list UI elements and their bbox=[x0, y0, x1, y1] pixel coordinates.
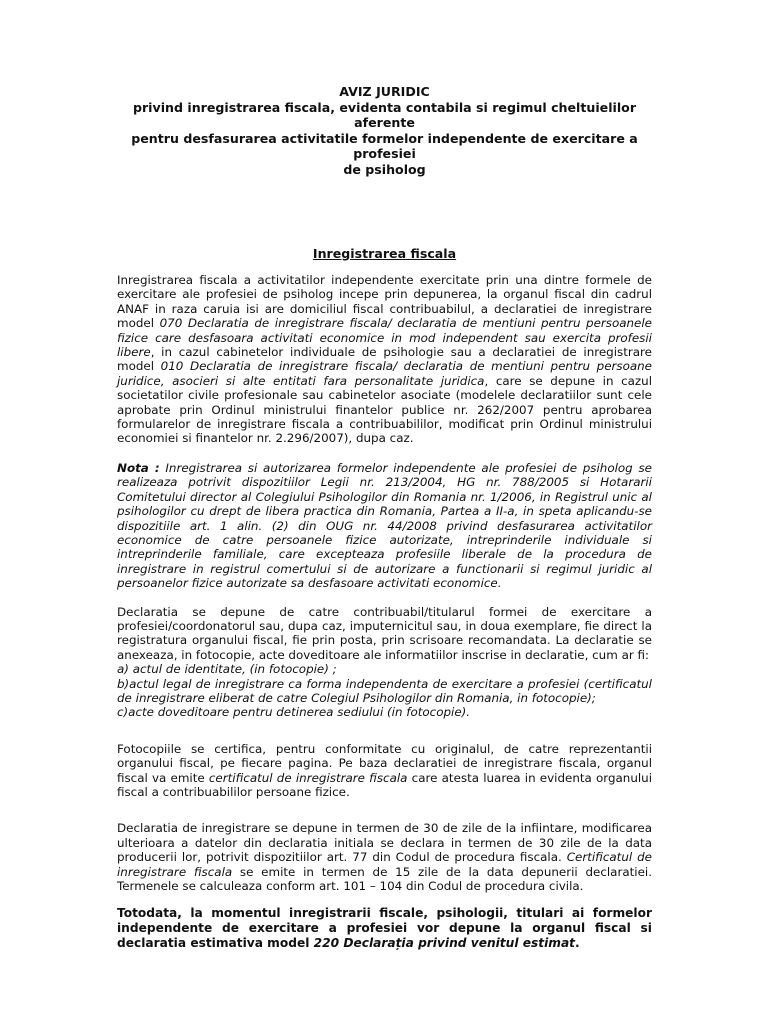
list-item: c)acte doveditoare pentru detinerea sediului (in fotocopie). bbox=[117, 705, 471, 720]
text-run-italic: 010 Declaratia de inregistrare fiscala/ declaratia de mentiuni pentru persoane juridice, asocieri si alte entitati fara personalitate juridica bbox=[117, 359, 653, 388]
text-run: . bbox=[575, 935, 580, 950]
text-run: Inregistrarea fiscala a activitatilor independente exercitate prin una dintre formele de exercitare ale profesiei de psiholog incepe prin depunerea, la organul fiscal din cadrul ANAF in raza caruia isi are domiciliul fiscal contribuabilul, a declaratiei de inregistrare model bbox=[117, 273, 652, 331]
document-header bbox=[117, 84, 652, 177]
paragraph-deadlines bbox=[117, 821, 652, 893]
document-title: AVIZ JURIDIC bbox=[339, 84, 430, 99]
paragraph-note bbox=[117, 461, 652, 591]
text-run-italic: certificatul de inregistrare fiscala bbox=[208, 770, 408, 785]
paragraph-submission bbox=[117, 605, 652, 720]
paragraph-certification bbox=[117, 742, 652, 800]
paragraph-registration bbox=[117, 273, 652, 446]
text-run: care atesta luarea in evidenta organului fiscal a contribuabililor persoane fizice. bbox=[117, 770, 652, 799]
text-run-italic: Certificatul de inregistrare fiscala bbox=[117, 850, 652, 879]
document-subtitle-line-1: privind inregistrarea fiscala, evidenta contabila si regimul cheltuielilor aferente bbox=[132, 99, 637, 130]
text-run: Totodata, la momentul inregistrarii fiscale, psihologii, titulari ai formelor independente de exercitare a profesiei vor depune la organul fiscal si declaratia estimativa model bbox=[117, 906, 652, 950]
document-subtitle-line-2: pentru desfasurarea activitatile formelor independente de exercitare a profesiei bbox=[131, 130, 638, 161]
list-item: a) actul de identitate, (in fotocopie) ; bbox=[117, 662, 337, 677]
text-run: Declaratia se depune de catre contribuabil/titularul formei de exercitare a profesiei/coordonatorul sau, dupa caz, imputernicitul sau, in doua exemplare, fie direct la registratura organului fiscal, fie prin posta, prin scrisoare recomandata. La declaratie se anexeaza, in fotocopie, acte doveditoare ale informatiilor inscrise in declaratie, cum ar fi: bbox=[117, 604, 652, 662]
text-run: se emite in termen de 15 zile de la data depunerii declaratiei. Termenele se calculeaza conform art. 101 – 104 din Codul de procedura civila. bbox=[117, 864, 652, 894]
document-subtitle-line-3: de psiholog bbox=[343, 161, 426, 177]
text-run: Declaratia de inregistrare se depune in termen de 30 de zile de la infiintare, modificarea ulterioara a datelor din declaratia initiala se declara in termen de 30 zile de la data producerii lor, potrivit dispozitiilor art. 77 din Codul de procedura fiscala. bbox=[117, 821, 652, 865]
text-run: , care se depune in cazul societatilor civile profesionale sau cabinetelor asociate (modelele declaratiilor sunt cele aprobate prin Ordinul ministrului finantelor publice nr. 262/2007 pentru aprobarea formularelor de inregistrare fiscala a contribuabililor, modificat prin Ordinul ministrului economiei si finantelor nr. 2.296/2007), dupa caz. bbox=[117, 373, 653, 446]
paragraph-estimated-income bbox=[117, 906, 652, 950]
section-title: Inregistrarea fiscala bbox=[312, 246, 457, 261]
text-run: Fotocopiile se certifica, pentru conformitate cu originalul, de catre reprezentantii organului fiscal, pe fiecare pagina. Pe baza declaratiei de inregistrare fiscala, organul fiscal va emite bbox=[117, 741, 652, 785]
note-text: Inregistrarea si autorizarea formelor independente ale profesiei de psiholog se realizeaza potrivit dispozitiilor Legii nr. 213/2004, HG nr. 788/2005 si Hotararii Comitetului director al Colegiului Psihologilor din Romania nr. 1/2006, in Registrul unic al psihologilor cu drept de libera practica din Romania, Partea a II-a, in speta aplicandu-se dispozitiile art. 1 alin. (2) din OUG nr. 44/2008 privind desfasurarea activitatilor economice de catre persoanele fizice autorizate, intreprinderile individuale si intreprinderile familiale, care excepteaza profesiile liberale de la procedura de inregistrare in registrul comertului si de autorizare a functionarii si regimul juridic al persoanelor fizice autorizate sa desfasoare activitati economice. bbox=[117, 460, 652, 591]
list-item: b)actul legal de inregistrare ca forma independenta de exercitare a profesiei (certificatul de inregistrare eliberat de catre Colegiul Psihologilor din Romania, in fotocopie); bbox=[117, 676, 652, 705]
note-label: Nota : bbox=[117, 460, 160, 475]
text-run-italic: 070 Declaratia de inregistrare fiscala/ declaratia de mentiuni pentru persoanele fizice care desfasoara activitati economice in mod independent sau exercita profesii libere bbox=[117, 316, 652, 360]
text-run: , in cazul cabinetelor individuale de psihologie sau a declaratiei de inregistrare model bbox=[117, 345, 652, 374]
text-run-italic: 220 Declarația privind venitul estimat bbox=[313, 935, 576, 950]
